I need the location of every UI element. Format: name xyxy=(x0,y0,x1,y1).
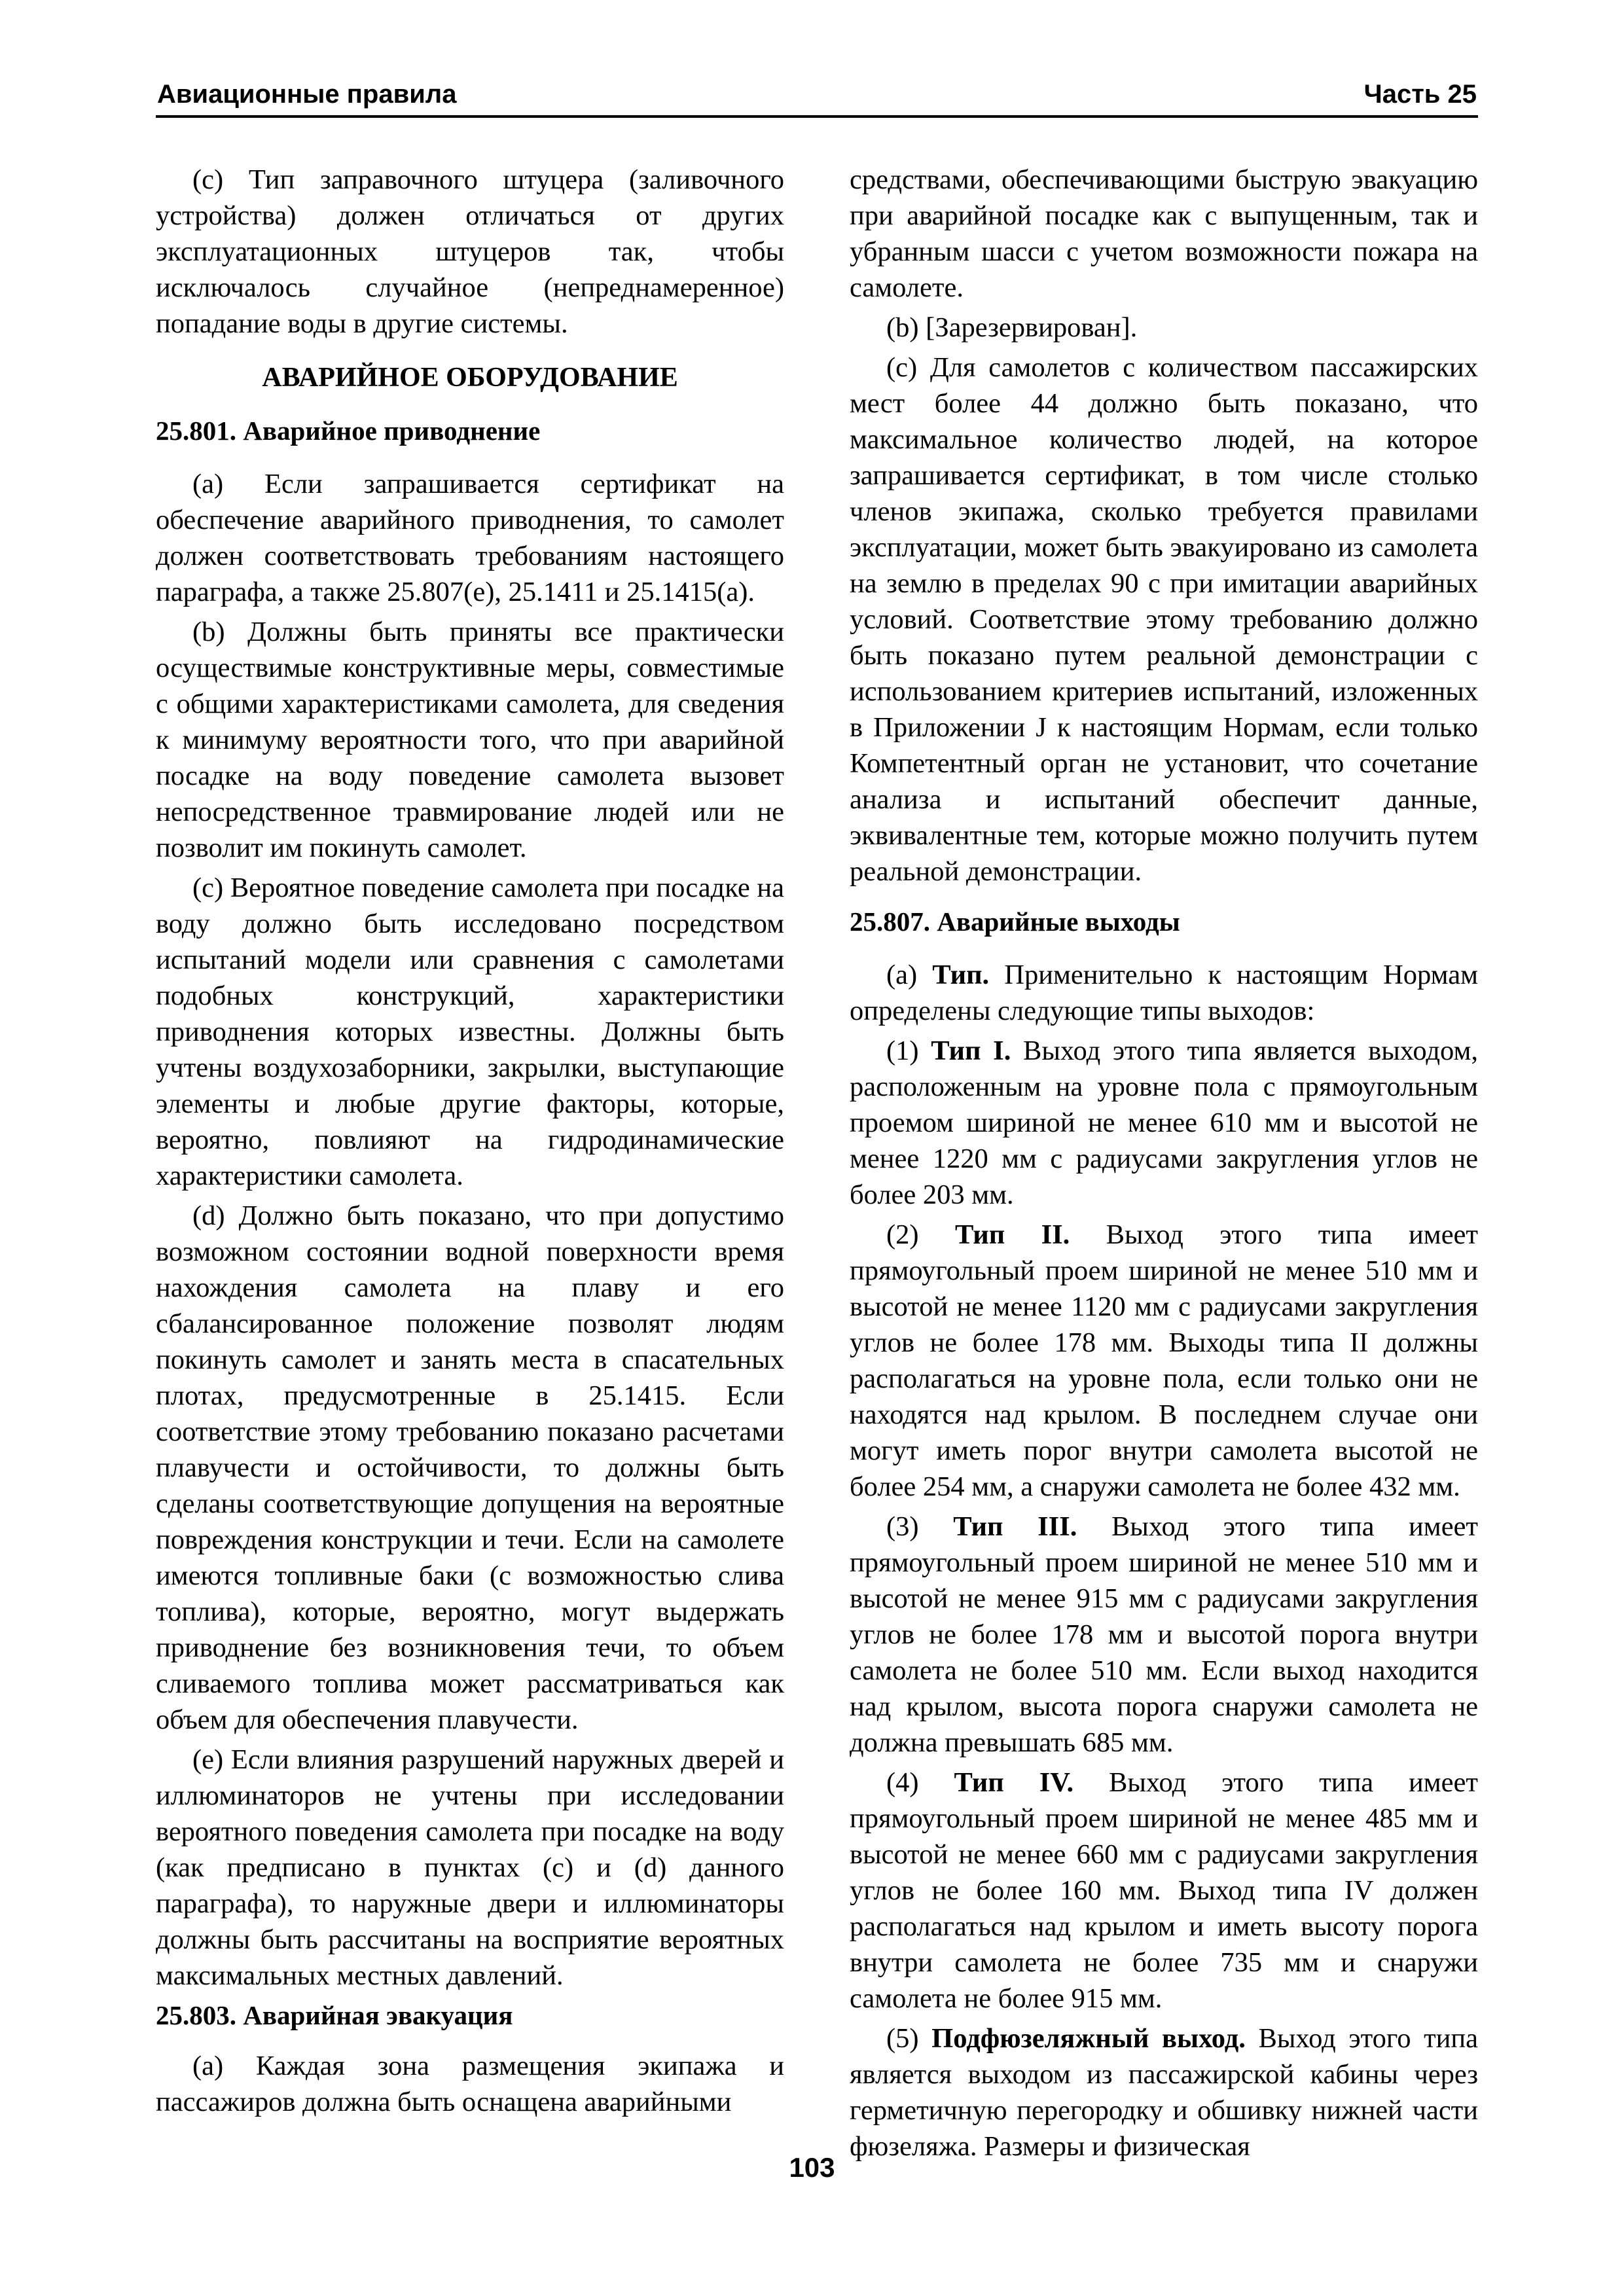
item-label: (4) xyxy=(886,1767,954,1798)
paragraph-801-a: (a) Если запрашивается сертификат на обеспечение аварийного приводнения, то самолет должен соответствовать требованиям настоящего параграфа, а также 25.807(e), 25.1411 и 25.1415(a). xyxy=(156,469,784,607)
item-text: Выход этого типа является выходом из пассажирской кабины через герметичную перегородку и обшивку нижней части фюзеляжа. Размеры и физическая xyxy=(850,2023,1478,2162)
heading-25-803: 25.803. Аварийная эвакуация xyxy=(156,2000,513,2030)
item-term: Тип. xyxy=(932,960,990,990)
item-term: Тип I. xyxy=(931,1035,1011,1066)
item-label: (1) xyxy=(886,1035,931,1066)
item-label: (2) xyxy=(886,1219,955,1250)
item-term: Подфюзеляжный выход. xyxy=(931,2023,1246,2054)
heading-25-807: 25.807. Аварийные выходы xyxy=(850,906,1180,937)
paragraph-803-a: (a) Каждая зона размещения экипажа и пассажиров должна быть оснащена аварийными xyxy=(156,2051,784,2117)
item-term: Тип IV. xyxy=(954,1767,1074,1798)
page-number: 103 xyxy=(789,2152,835,2183)
paragraph-803-b: (b) [Зарезервирован]. xyxy=(886,312,1138,343)
paragraph-type-4 xyxy=(850,1765,1478,2017)
paragraph-type-1 xyxy=(850,1033,1478,1213)
item-label: (3) xyxy=(886,1511,954,1542)
section-title: АВАРИЙНОЕ ОБОРУДОВАНИЕ xyxy=(262,363,678,393)
heading-25-801: 25.801. Аварийное приводнение xyxy=(156,416,541,446)
item-label: (5) xyxy=(886,2023,932,2054)
header-document-title: Авиационные правила xyxy=(157,80,457,109)
paragraph-fuel-nozzle: (c) Тип заправочного штуцера (заливочного устройства) должен отличаться от других эксплуатационных штуцеров так, чтобы исключалось случайное (непреднамеренное) попадание воды в другие системы. xyxy=(156,164,784,339)
paragraph-ventral-exit xyxy=(850,2020,1478,2164)
paragraph-803-a-continued: средствами, обеспечивающими быструю эвакуацию при аварийной посадке как с выпущенным, так и убранным шасси с учетом возможности пожара на самолете. xyxy=(850,164,1478,303)
item-label: (a) xyxy=(886,960,933,990)
item-term: Тип III. xyxy=(953,1511,1077,1542)
item-term: Тип II. xyxy=(954,1219,1070,1250)
paragraph-801-b: (b) Должны быть приняты все практически осуществимые конструктивные меры, совместимые с общими характеристиками самолета, для сведения к минимуму вероятности того, что при аварийной посадке на воду поведение самолета вызовет непосредственное травмирование людей или не позволит им покинуть самолет. xyxy=(156,617,784,863)
item-text: Применительно к настоящим Нормам определены следующие типы выходов: xyxy=(850,960,1479,1026)
running-header xyxy=(156,77,1478,118)
paragraph-type-3 xyxy=(850,1509,1478,1761)
header-part-number: Часть 25 xyxy=(1363,80,1477,109)
item-text: Выход этого типа является выходом, расположенным на уровне пола с прямоугольным проемом шириной не менее 610 мм и высотой не менее 1220 мм с радиусами закругления углов не более 203 мм. xyxy=(850,1035,1478,1210)
item-text: Выход этого типа имеет прямоугольный проем шириной не менее 485 мм и высотой не менее 660 мм с радиусами закругления углов не более 160 мм. Выход типа IV должен располагаться над крылом и иметь высоту порога внутри самолета не более 735 мм и снаружи самолета не более 915 мм. xyxy=(850,1767,1478,2014)
paragraph-801-d: (d) Должно быть показано, что при допустимо возможном состоянии водной поверхности время нахождения самолета на плаву и его сбалансированное положение позволят людям покинуть самолет и занять места в спасательных плотах, предусмотренные в 25.1415. Если соответствие этому требованию показано расчетами плавучести и остойчивости, то должны быть сделаны соответствующие допущения на вероятные повреждения конструкции и течи. Если на самолете имеются топливные баки (с возможностью слива топлива), которые, вероятно, могут выдержать приводнение без возникновения течи, то объем сливаемого топлива может рассматриваться как объем для обеспечения плавучести. xyxy=(156,1200,784,1735)
left-column xyxy=(156,162,784,2124)
paragraph-801-e: (e) Если влияния разрушений наружных дверей и иллюминаторов не учтены при исследовании вероятного поведения самолета при посадке на воду (как предписано в пунктах (c) и (d) данного параграфа), то наружные двери и иллюминаторы должны быть рассчитаны на восприятие вероятных максимальных местных давлений. xyxy=(156,1744,784,1991)
paragraph-type-2 xyxy=(850,1217,1478,1505)
paragraph-807-a xyxy=(850,957,1478,1029)
paragraph-803-c: (c) Для самолетов с количеством пассажирских мест более 44 должно быть показано, что максимальное количество людей, на которое запрашивается сертификат, в том числе столько членов экипажа, сколько требуется правилами эксплуатации, может быть эвакуировано из самолета на землю в пределах 90 с при имитации аварийных условий. Соответствие этому требованию должно быть показано путем реальной демонстрации с использованием критериев испытаний, изложенных в Приложении J к настоящим Нормам, если только Компетентный орган не установит, что сочетание анализа и испытаний обеспечит данные, эквивалентные тем, которые можно получить путем реальной демонстрации. xyxy=(850,352,1478,887)
item-text: Выход этого типа имеет прямоугольный проем шириной не менее 510 мм и высотой не менее 915 мм с радиусами закругления углов не более 178 мм и высотой порога внутри самолета не более 510 мм. Если выход находится над крылом, высота порога снаружи самолета не должна превышать 685 мм. xyxy=(850,1511,1478,1758)
paragraph-801-c: (c) Вероятное поведение самолета при посадке на воду должно быть исследовано посредством испытаний модели или сравнения с самолетами подобных конструкций, характеристики приводнения которых известны. Должны быть учтены воздухозаборники, закрылки, выступающие элементы и любые другие факторы, которые, вероятно, повлияют на гидродинамические характеристики самолета. xyxy=(156,872,784,1191)
item-text: Выход этого типа имеет прямоугольный проем шириной не менее 510 мм и высотой не менее 1120 мм с радиусами закругления углов не более 178 мм. Выходы типа II должны располагаться на уровне пола, если только они не находятся над крылом. В последнем случае они могут иметь порог внутри самолета высотой не более 254 мм, а снаружи самолета не более 432 мм. xyxy=(850,1219,1478,1502)
right-column xyxy=(850,162,1478,2168)
